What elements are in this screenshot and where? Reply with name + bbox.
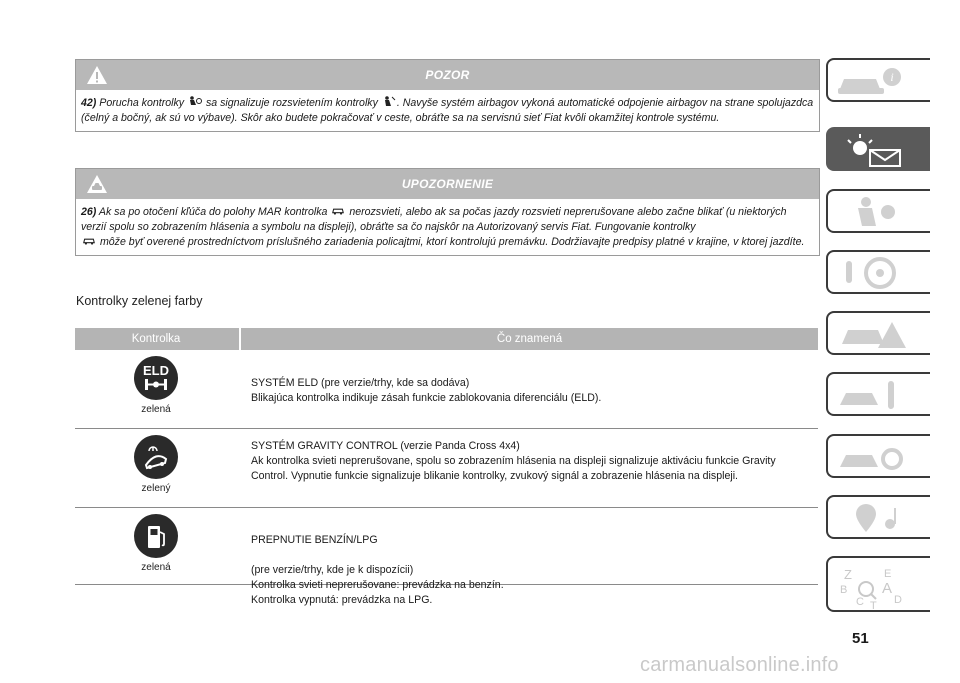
warning-number: 42) bbox=[81, 97, 97, 109]
tab-safety[interactable] bbox=[826, 189, 930, 233]
row-title: PREPNUTIE BENZÍN/LPG bbox=[251, 534, 378, 546]
row-title: SYSTÉM ELD (pre verzie/trhy, kde sa dodáva) bbox=[251, 377, 470, 389]
airbag-passenger-icon bbox=[188, 96, 202, 107]
index-letter-t: T bbox=[870, 600, 877, 611]
index-letter-e: E bbox=[884, 568, 892, 580]
caution-box bbox=[75, 168, 820, 256]
table-row bbox=[75, 508, 818, 606]
alphabet-index-icon bbox=[836, 561, 916, 611]
warning-text-part1: Porucha kontrolky bbox=[99, 97, 185, 109]
index-letter-c: C bbox=[856, 596, 864, 608]
meaning-cell bbox=[239, 508, 818, 606]
tab-index[interactable] bbox=[826, 556, 930, 612]
seat-airbag-icon bbox=[836, 194, 916, 230]
lamp-cell bbox=[75, 350, 237, 428]
index-letter-z: Z bbox=[844, 567, 852, 582]
row-title: SYSTÉM GRAVITY CONTROL (verzie Panda Cross 4x4) bbox=[251, 440, 520, 452]
tab-maintenance[interactable] bbox=[826, 372, 930, 416]
caution-header bbox=[76, 169, 819, 199]
caution-text-part2: nerozsvieti, alebo ak sa počas jazdy rozsvieti neprerušovane alebo začne blikať (u niektorých verzií spolu so zobrazením hlásenia a symbolu na displeji), obráťte sa čo najskôr na Autorizovaný servis Fiat. Fungovanie kontrolky bbox=[81, 206, 787, 233]
index-letter-a: A bbox=[882, 580, 893, 597]
page-number: 51 bbox=[852, 630, 869, 647]
warning-text bbox=[76, 90, 819, 131]
header-col-kontrolka: Kontrolka bbox=[131, 333, 181, 345]
caution-text-part3: môže byť overené prostredníctvom príslušného zariadenia policajtmi, ktorí kontrolujú premávku. Dodržiavajte predpisy platné v krajine, v ktorej jazdíte. bbox=[99, 236, 805, 248]
row-description: Ak kontrolka svieti neprerušovane, spolu so zobrazením hlásenia na displeji signalizuje aktiváciu funkcie Gravity Control. Vypnutie funkcie signalizuje blikanie kontrolky, zvukový signál a zobrazenie hlásenia na displeji. bbox=[251, 455, 776, 482]
eld-lamp-text: ELD bbox=[143, 363, 169, 378]
warning-title: POZOR bbox=[425, 68, 470, 82]
airbag-off-icon bbox=[382, 96, 396, 107]
steering-wheel-icon bbox=[836, 255, 916, 291]
lamp-cell bbox=[75, 508, 237, 584]
meaning-cell bbox=[239, 350, 818, 428]
meaning-cell bbox=[239, 429, 818, 507]
svg-text:i: i bbox=[890, 70, 894, 84]
car-key-immobilizer-icon-2 bbox=[82, 235, 96, 246]
lamp-color-label: zelený bbox=[141, 483, 171, 494]
car-emergency-icon bbox=[836, 316, 916, 352]
light-message-icon bbox=[836, 132, 916, 168]
header-col-meaning: Čo znamená bbox=[239, 328, 818, 350]
eld-icon bbox=[134, 356, 178, 400]
row-description: (pre verzie/trhy, kde je k dispozícii) Kontrolka svieti neprerušovane: prevádzka na benzín. Kontrolka vypnutá: prevádzka na LPG. bbox=[251, 564, 504, 606]
table-row bbox=[75, 429, 818, 508]
tab-emergency[interactable] bbox=[826, 311, 930, 355]
navigation-music-icon bbox=[836, 500, 916, 536]
table-header bbox=[75, 328, 818, 350]
table-row bbox=[75, 350, 818, 429]
tab-car-info[interactable] bbox=[826, 58, 930, 102]
index-letter-b: B bbox=[840, 584, 848, 596]
tab-driving[interactable] bbox=[826, 250, 930, 294]
watermark: carmanualsonline.info bbox=[640, 654, 839, 676]
car-wrench-icon bbox=[836, 377, 916, 413]
car-info-icon bbox=[836, 63, 916, 99]
tab-multimedia[interactable] bbox=[826, 495, 930, 539]
warning-lights-table bbox=[75, 328, 818, 606]
tab-technical-data[interactable] bbox=[826, 434, 930, 478]
lamp-color-label: zelená bbox=[141, 562, 171, 573]
car-gears-icon bbox=[836, 439, 916, 475]
warning-text-part2: sa signalizuje rozsvietením kontrolky bbox=[205, 97, 378, 109]
caution-text-part1: Ak sa po otočení kľúča do polohy MAR kontrolka bbox=[98, 206, 328, 218]
warning-header bbox=[76, 60, 819, 90]
caution-title: UPOZORNENIE bbox=[401, 177, 494, 191]
gravity-control-icon bbox=[134, 435, 178, 479]
car-key-immobilizer-icon bbox=[331, 205, 345, 216]
index-letter-d: D bbox=[894, 594, 902, 606]
warning-text-part3: . Navyše systém airbagov vykoná automatické odpojenie airbagov na strane spolujazdca (čelný a bočný, ak sú vo výbave). Skôr ako budete pokračovať v ceste, obráťte sa na servisnú sieť Fiat kvôli okamžitej kontrole systému. bbox=[81, 97, 814, 124]
section-title: Kontrolky zelenej farby bbox=[76, 294, 203, 308]
lamp-cell bbox=[75, 429, 237, 507]
row-description: Blikajúca kontrolka indikuje zásah funkcie zablokovania diferenciálu (ELD). bbox=[251, 392, 602, 404]
caution-text bbox=[76, 199, 819, 255]
warning-box bbox=[75, 59, 820, 132]
tab-warning-lights[interactable] bbox=[826, 127, 930, 171]
caution-number: 26) bbox=[81, 206, 97, 218]
fuel-pump-icon bbox=[134, 514, 178, 558]
lamp-color-label: zelená bbox=[141, 404, 171, 415]
